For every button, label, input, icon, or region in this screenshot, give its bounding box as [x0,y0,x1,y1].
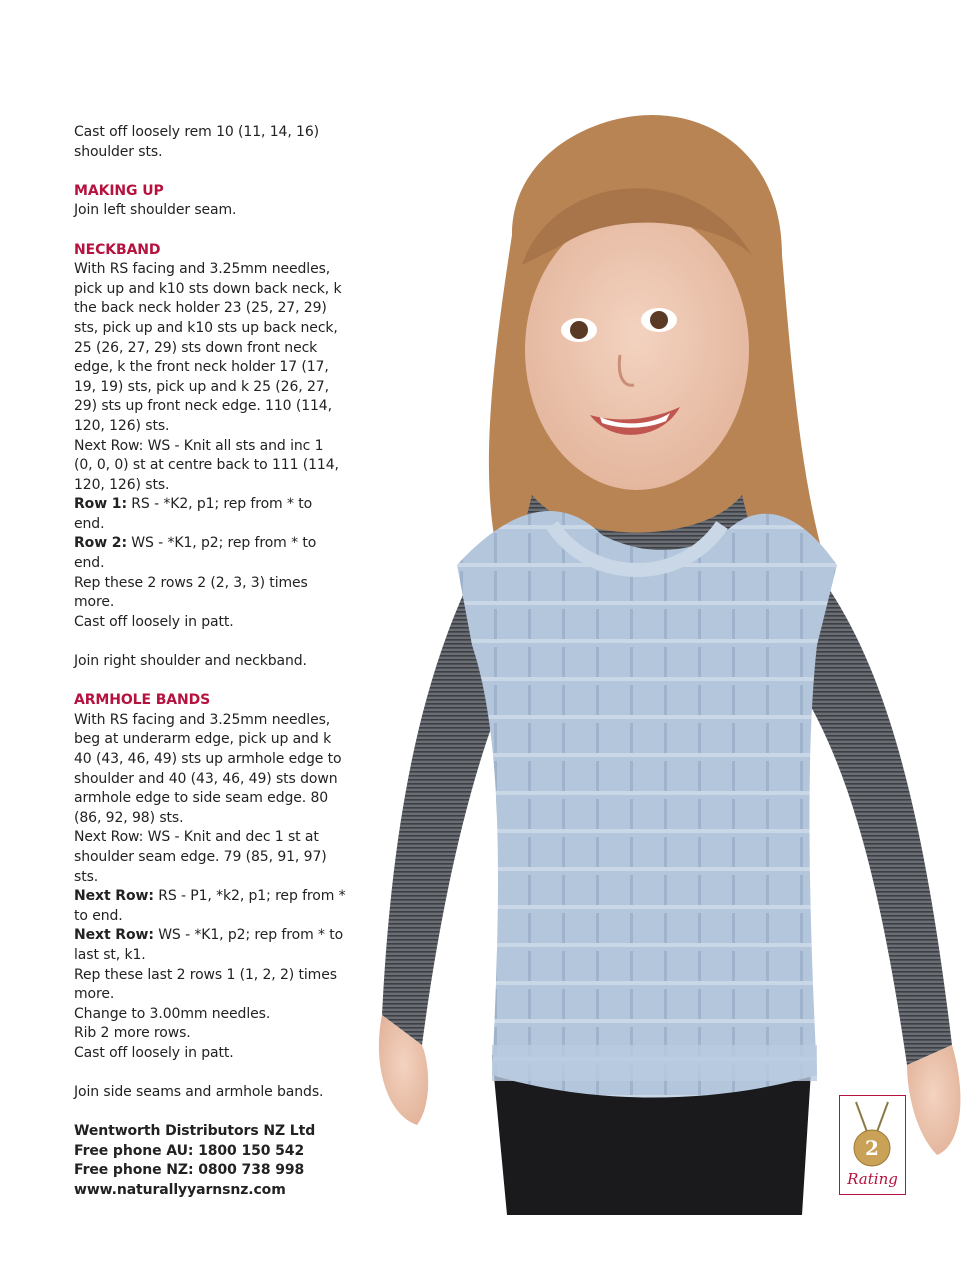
cast-off-paragraph: Cast off loosely rem 10 (11, 14, 16) shoulder sts. [74,124,319,160]
armhole-bands-heading: ARMHOLE BANDS [74,692,211,709]
making-up-paragraph: Join left shoulder seam. [74,202,237,219]
armhole-rib: Rib 2 more rows. [74,1025,191,1042]
next-row-rs-label: Next Row: [74,888,154,905]
next-row-ws-label: Next Row: [74,927,154,944]
armhole-paragraph: With RS facing and 3.25mm needles, beg at underarm edge, pick up and k 40 (43, 46, 49) sts up armhole edge to shoulder and 40 (43, 46, 49) sts down armhole edge to side seam edge. 80 (86, 92, 98) sts. [74,711,342,826]
making-up-heading: MAKING UP [74,182,164,199]
row-1-label: Row 1: [74,496,127,513]
next-row-rs-text: RS - P1, *k2, p1; rep from * to end. [74,888,346,924]
armhole-next-row-rs [74,887,346,926]
contact-website[interactable]: www.naturallyyarnsnz.com [74,1182,286,1199]
yarn-ball-icon [840,1096,905,1171]
rating-badge [839,1095,906,1195]
armhole-repeat: Rep these last 2 rows 1 (1, 2, 2) times more. [74,966,337,1003]
neckband-heading: NECKBAND [74,241,161,258]
contact-phone-au: Free phone AU: 1800 150 542 [74,1142,305,1159]
neckband-next-row: Next Row: WS - Knit all sts and inc 1 (0, 0, 0) st at centre back to 111 (114, 120, 126) sts. [74,437,339,493]
pattern-text-column [74,123,346,1201]
neckband-join: Join right shoulder and neckband. [74,653,307,670]
contact-phone-nz: Free phone NZ: 0800 738 998 [74,1162,305,1179]
rating-label: Rating [847,1170,898,1188]
next-row-ws-text: WS - *K1, p2; rep from * to last st, k1. [74,927,344,963]
armhole-change-needles: Change to 3.00mm needles. [74,1005,271,1022]
armhole-next-row: Next Row: WS - Knit and dec 1 st at shoulder seam edge. 79 (85, 91, 97) sts. [74,829,327,885]
contact-company: Wentworth Distributors NZ Ltd [74,1123,316,1140]
neckband-row-1 [74,495,346,534]
armhole-cast-off: Cast off loosely in patt. [74,1044,234,1061]
neckband-repeat: Rep these 2 rows 2 (2, 3, 3) times more. [74,574,308,611]
armhole-join: Join side seams and armhole bands. [74,1084,324,1101]
neckband-cast-off: Cast off loosely in patt. [74,613,234,630]
row-2-text: WS - *K1, p2; rep from * to end. [74,535,317,572]
neckband-row-2 [74,534,346,573]
rating-level: 2 [865,1136,879,1160]
armhole-next-row-ws [74,926,346,965]
neckband-paragraph: With RS facing and 3.25mm needles, pick up and k10 sts down back neck, k the back neck holder 23 (25, 27, 29) sts, pick up and k10 sts up back neck, 25 (26, 27, 29) sts down front neck edge, k the front neck holder 17 (17, 19, 19) sts, pick up and k 25 (26, 27, 29) sts up front neck edge. 110 (114, 120, 126) sts. [74,261,342,434]
child-vest-photo [362,115,973,1215]
row-2-label: Row 2: [74,535,127,552]
row-1-text: RS - *K2, p1; rep from * to end. [74,496,313,532]
